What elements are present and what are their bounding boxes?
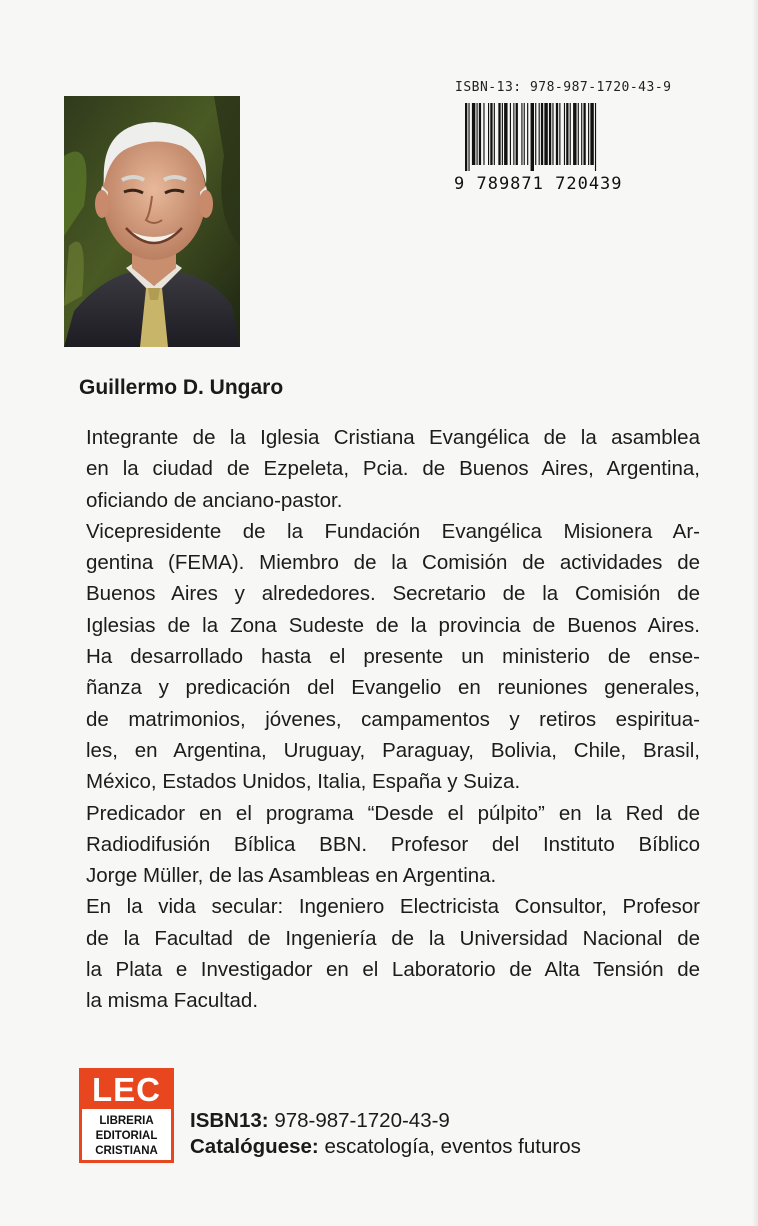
barcode-bar (510, 103, 511, 165)
publisher-logo-line: EDITORIAL (95, 1130, 158, 1142)
bio-line: la misma Facultad. (86, 989, 259, 1013)
bio-line: ñanza y predicación del Evangelio en reuniones generales, (86, 676, 700, 700)
barcode-bar (544, 103, 547, 165)
barcode-bar (541, 103, 543, 165)
barcode-bar (465, 103, 467, 171)
barcode-digits: 9 789871 720439 (454, 174, 623, 194)
publisher-logo-line: CRISTIANA (95, 1145, 158, 1157)
isbn-row (190, 1108, 581, 1134)
barcode-bar (590, 103, 593, 165)
barcode-bar (513, 103, 514, 165)
barcode-bar (468, 103, 469, 171)
barcode-bar (524, 103, 525, 165)
barcode-bar (552, 103, 553, 165)
publisher-logo-line: LIBRERIA (99, 1115, 154, 1127)
barcode-bar (502, 103, 503, 165)
barcode-bar (559, 103, 560, 165)
page-edge (752, 0, 758, 1226)
barcode-bar (581, 103, 582, 165)
isbn-label: ISBN13: (190, 1109, 269, 1132)
barcode-bar (472, 103, 475, 165)
barcode-bar (488, 103, 489, 165)
isbn-value: 978-987-1720-43-9 (274, 1109, 450, 1132)
barcode-bar (588, 103, 589, 165)
bio-line: Iglesias de la Zona Sudeste de la provincia de Buenos Aires. (86, 613, 700, 637)
bio-line: Ha desarrollado hasta el presente un ministerio de ense- (86, 645, 700, 669)
catalog-value: escatología, eventos futuros (324, 1135, 581, 1158)
bio-line: Predicador en el programa “Desde el púlpito” en la Red de (86, 801, 700, 825)
barcode-bar (564, 103, 565, 165)
author-portrait-icon (64, 96, 240, 347)
bio-line: oficiando de anciano-pastor. (86, 488, 343, 512)
barcode-bar (583, 103, 585, 165)
barcode-bar (573, 103, 576, 165)
publisher-logo (79, 1068, 174, 1163)
bio-line: gentina (FEMA). Miembro de la Comisión de actividades de (86, 551, 700, 575)
barcode-bar (490, 103, 492, 165)
author-biography (86, 422, 700, 1017)
bio-line: la Plata e Investigador en el Laboratorio de Alta Tensión de (86, 958, 700, 982)
bio-line: de la Facultad de Ingeniería de la Universidad Nacional de (86, 926, 700, 950)
barcode-bar (570, 103, 571, 165)
publisher-logo-text (82, 1109, 171, 1159)
barcode-bar (504, 103, 507, 165)
bio-line: Radiodifusión Bíblica BBN. Profesor del Instituto Bíblico (86, 832, 700, 856)
publisher-logo-lec: LEC (82, 1071, 171, 1109)
barcode-bar (498, 103, 500, 165)
barcode-bar (531, 103, 534, 171)
barcode-bar (527, 103, 528, 165)
catalog-row (190, 1134, 581, 1160)
bio-line: En la vida secular: Ingeniero Electricista Consultor, Profesor (86, 895, 700, 919)
barcode-bar (549, 103, 551, 165)
barcode-bar (595, 103, 596, 171)
barcode-bar (483, 103, 484, 165)
bio-line: México, Estados Unidos, Italia, España y Suiza. (86, 770, 521, 794)
barcode-bar (494, 103, 495, 165)
barcode-bar (535, 103, 536, 165)
author-name: Guillermo D. Ungaro (79, 376, 284, 399)
barcode-bar (578, 103, 579, 165)
bio-line: les, en Argentina, Uruguay, Paraguay, Bolivia, Chile, Brasil, (86, 738, 700, 762)
barcode-bar (479, 103, 481, 165)
barcode-bar (556, 103, 558, 165)
author-photo (64, 96, 240, 347)
catalog-label: Catalóguese: (190, 1135, 319, 1158)
barcode-bar (539, 103, 540, 165)
barcode-bar (477, 103, 478, 165)
barcode (465, 103, 668, 171)
barcode-isbn-label: ISBN-13: 978-987-1720-43-9 (455, 80, 672, 95)
bio-line: de matrimonios, jóvenes, campamentos y retiros espiritua- (86, 707, 700, 731)
bio-line: Integrante de la Iglesia Cristiana Evangélica de la asamblea (86, 426, 700, 449)
bio-line: Buenos Aires y alrededores. Secretario de la Comisión de (86, 582, 700, 606)
bio-line: Vicepresidente de la Fundación Evangélica Misionera Ar- (86, 519, 700, 543)
barcode-bar (521, 103, 522, 165)
book-info (190, 1108, 581, 1160)
bio-line: Jorge Müller, de las Asambleas en Argentina. (86, 864, 497, 888)
barcode-bar (516, 103, 518, 165)
barcode-bar (566, 103, 568, 165)
bio-line: en la ciudad de Ezpeleta, Pcia. de Buenos Aires, Argentina, (86, 457, 700, 481)
